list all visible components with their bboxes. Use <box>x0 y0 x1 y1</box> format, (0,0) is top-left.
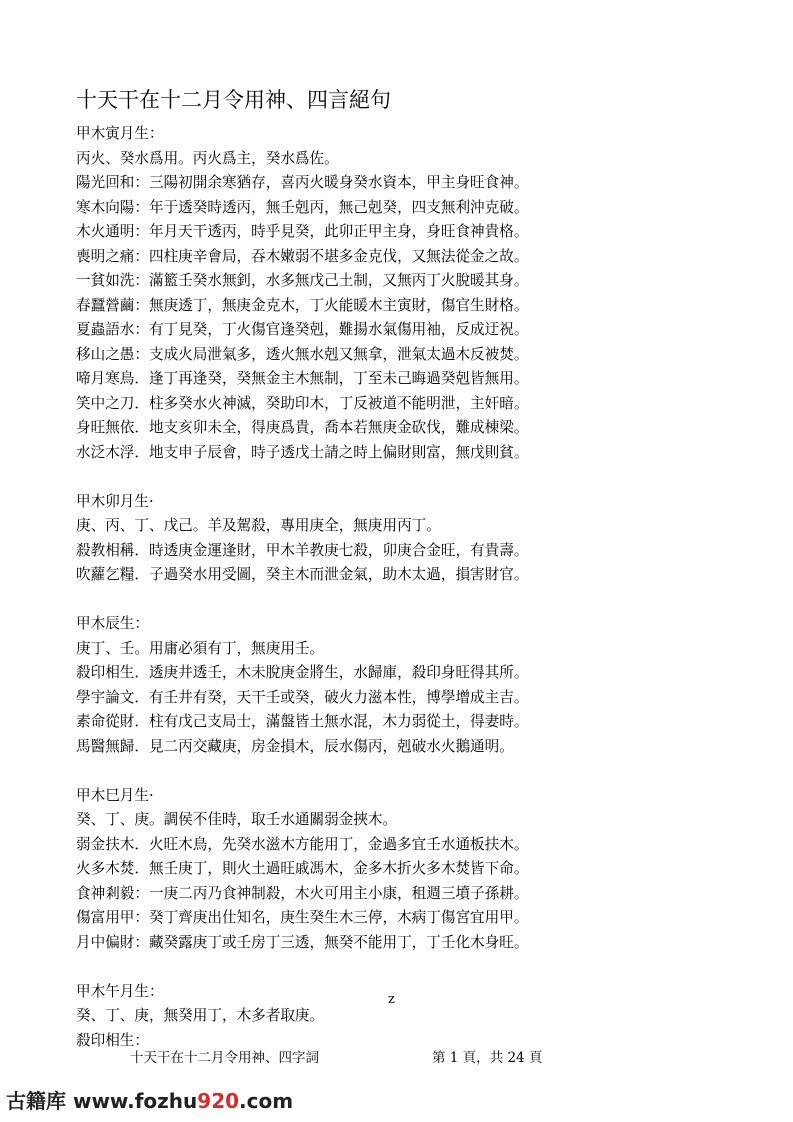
text-line: 甲木午月生： <box>76 982 164 1000</box>
footer-document-title: 十天干在十二月令用神、四字詞 <box>130 1050 319 1066</box>
text-line: 移山之愚：支成火局泄氣多，透火無水剋又無拿，泄氣太過木反被焚。 <box>76 345 529 363</box>
text-line: 水泛木浮．地支申子辰會，時子透戊士請之時上偏財則富，無戊則貧。 <box>76 443 529 461</box>
blank-line <box>76 465 776 490</box>
page-title: 十天干在十二月令用神、四言絕句 <box>76 88 391 112</box>
stray-mark: z <box>388 992 395 1007</box>
watermark-site-suffix: .com <box>239 1089 294 1113</box>
text-line: 庚丁、壬。用庸必須有丁，無庚用壬。 <box>76 639 325 657</box>
text-line: 喪明之痛：四柱庚辛會局，吞木嫩弱不堪多金克伐，又無法從金之故。 <box>76 247 529 265</box>
text-line: 丙火、癸水爲用。丙火爲主，癸水爲佐。 <box>76 149 339 167</box>
text-line: 弱金扶木．火旺木鳥，先癸水滋木方能用丁，金過多宜壬水通板扶木。 <box>76 835 529 853</box>
text-line: 月中偏財：藏癸露庚丁或壬房丁三透，無癸不能用丁，丁壬化木身旺。 <box>76 933 529 951</box>
site-watermark <box>6 1088 293 1114</box>
document-body <box>76 122 776 1053</box>
blank-line <box>76 588 776 613</box>
text-line: 癸、丁、庚，無癸用丁，木多者取庚。 <box>76 1007 325 1024</box>
text-line: 吹蘿乞糧．子過癸水用受圖，癸主木而泄金氣，助木太過，損害財官。 <box>76 566 529 583</box>
text-line: 夏蟲語水：有丁見癸，丁火傷官逢癸剋，難揚水氣傷用袖，反成迂祝。 <box>76 321 529 338</box>
text-line: 殺印相生： <box>76 1031 149 1049</box>
text-line: 庚、丙、丁、戊己。羊及駕殺，專用庚全，無庚用丙丁。 <box>76 517 441 534</box>
text-line: 甲木寅月生： <box>76 125 164 142</box>
blank-line <box>76 955 776 980</box>
text-line: 食神剎毅：一庚二丙乃食神制殺，木火可用主小康，租週三墳子孫耕。 <box>76 884 529 902</box>
text-line: 木火通明：年月天干透丙，時乎見癸，此卯正甲主身，身旺食神貴格。 <box>76 223 529 240</box>
footer-page-number: 第 1 頁，共 24 頁 <box>432 1050 543 1066</box>
watermark-brand: 古籍库 <box>6 1089 66 1113</box>
text-line: 甲木卯月生· <box>76 492 154 510</box>
text-line: 寒木向陽：年于透癸時透丙，無壬剋丙，無己剋癸，四支無利沖克破。 <box>76 198 529 216</box>
text-line: 一貧如洗：滿籃壬癸水無釗，水多無戊己土制，又無丙丁火脫暖其身。 <box>76 272 529 289</box>
text-line: 陽光回和：三陽初開余寒猶存，喜丙火暖身癸水資本，甲主身旺食神。 <box>76 174 529 191</box>
text-line: 癸、丁、庚。調侯不佳時，取壬水通關弱金挾木。 <box>76 811 398 828</box>
text-line: 笑中之刀．柱多癸水火神滅，癸助印木，丁反被道不能明泄，主奸暗。 <box>76 394 529 412</box>
watermark-site-prefix: www.fozhu <box>72 1089 198 1113</box>
text-line: 甲木辰生： <box>76 615 149 632</box>
text-line: 身旺無依．地支亥卯未全，得庚爲貴，喬本若無庚金砍伐，難成棟梁。 <box>76 419 529 436</box>
text-line: 甲木巳月生· <box>76 786 154 804</box>
text-line: 啼月寒鳥．逢丁再逢癸，癸無金主木無制，丁至未己晦過癸剋皆無用。 <box>76 370 529 387</box>
text-line: 春蠶營繭：無庚透丁，無庚金克木，丁火能暖木主寅財，傷官生財格。 <box>76 296 529 314</box>
watermark-site-number: 920 <box>197 1089 240 1113</box>
blank-line <box>76 759 776 784</box>
text-line: 火多木焚．無壬庚丁，則火土過旺戚馮木，金多木折火多木焚皆下命。 <box>76 860 529 877</box>
text-line: 馬醫無歸．見二丙交藏庚，房金損木，辰水傷丙，剋破水火鵝通明。 <box>76 737 514 755</box>
text-line: 學宇論文．有壬井有癸，天干壬或癸，破火力滋本性，博學增成主吉。 <box>76 688 529 706</box>
text-line: 殺印相生．透庚井透壬，木未脫庚金將生，水歸庫，殺印身旺得其所。 <box>76 664 529 681</box>
text-line: 素命從財．柱有戊己支局士，滿盤皆土無水混，木力弱從土，得妻時。 <box>76 713 529 730</box>
text-line: 殺教相稱．時透庚金運逢財，甲木羊教庚七殺，卯庚合金旺，有貴壽。 <box>76 541 529 559</box>
text-line: 傷富用甲：癸丁齊庚出仕知名，庚生癸生木三停，木病丁傷宮宜用甲。 <box>76 909 529 926</box>
